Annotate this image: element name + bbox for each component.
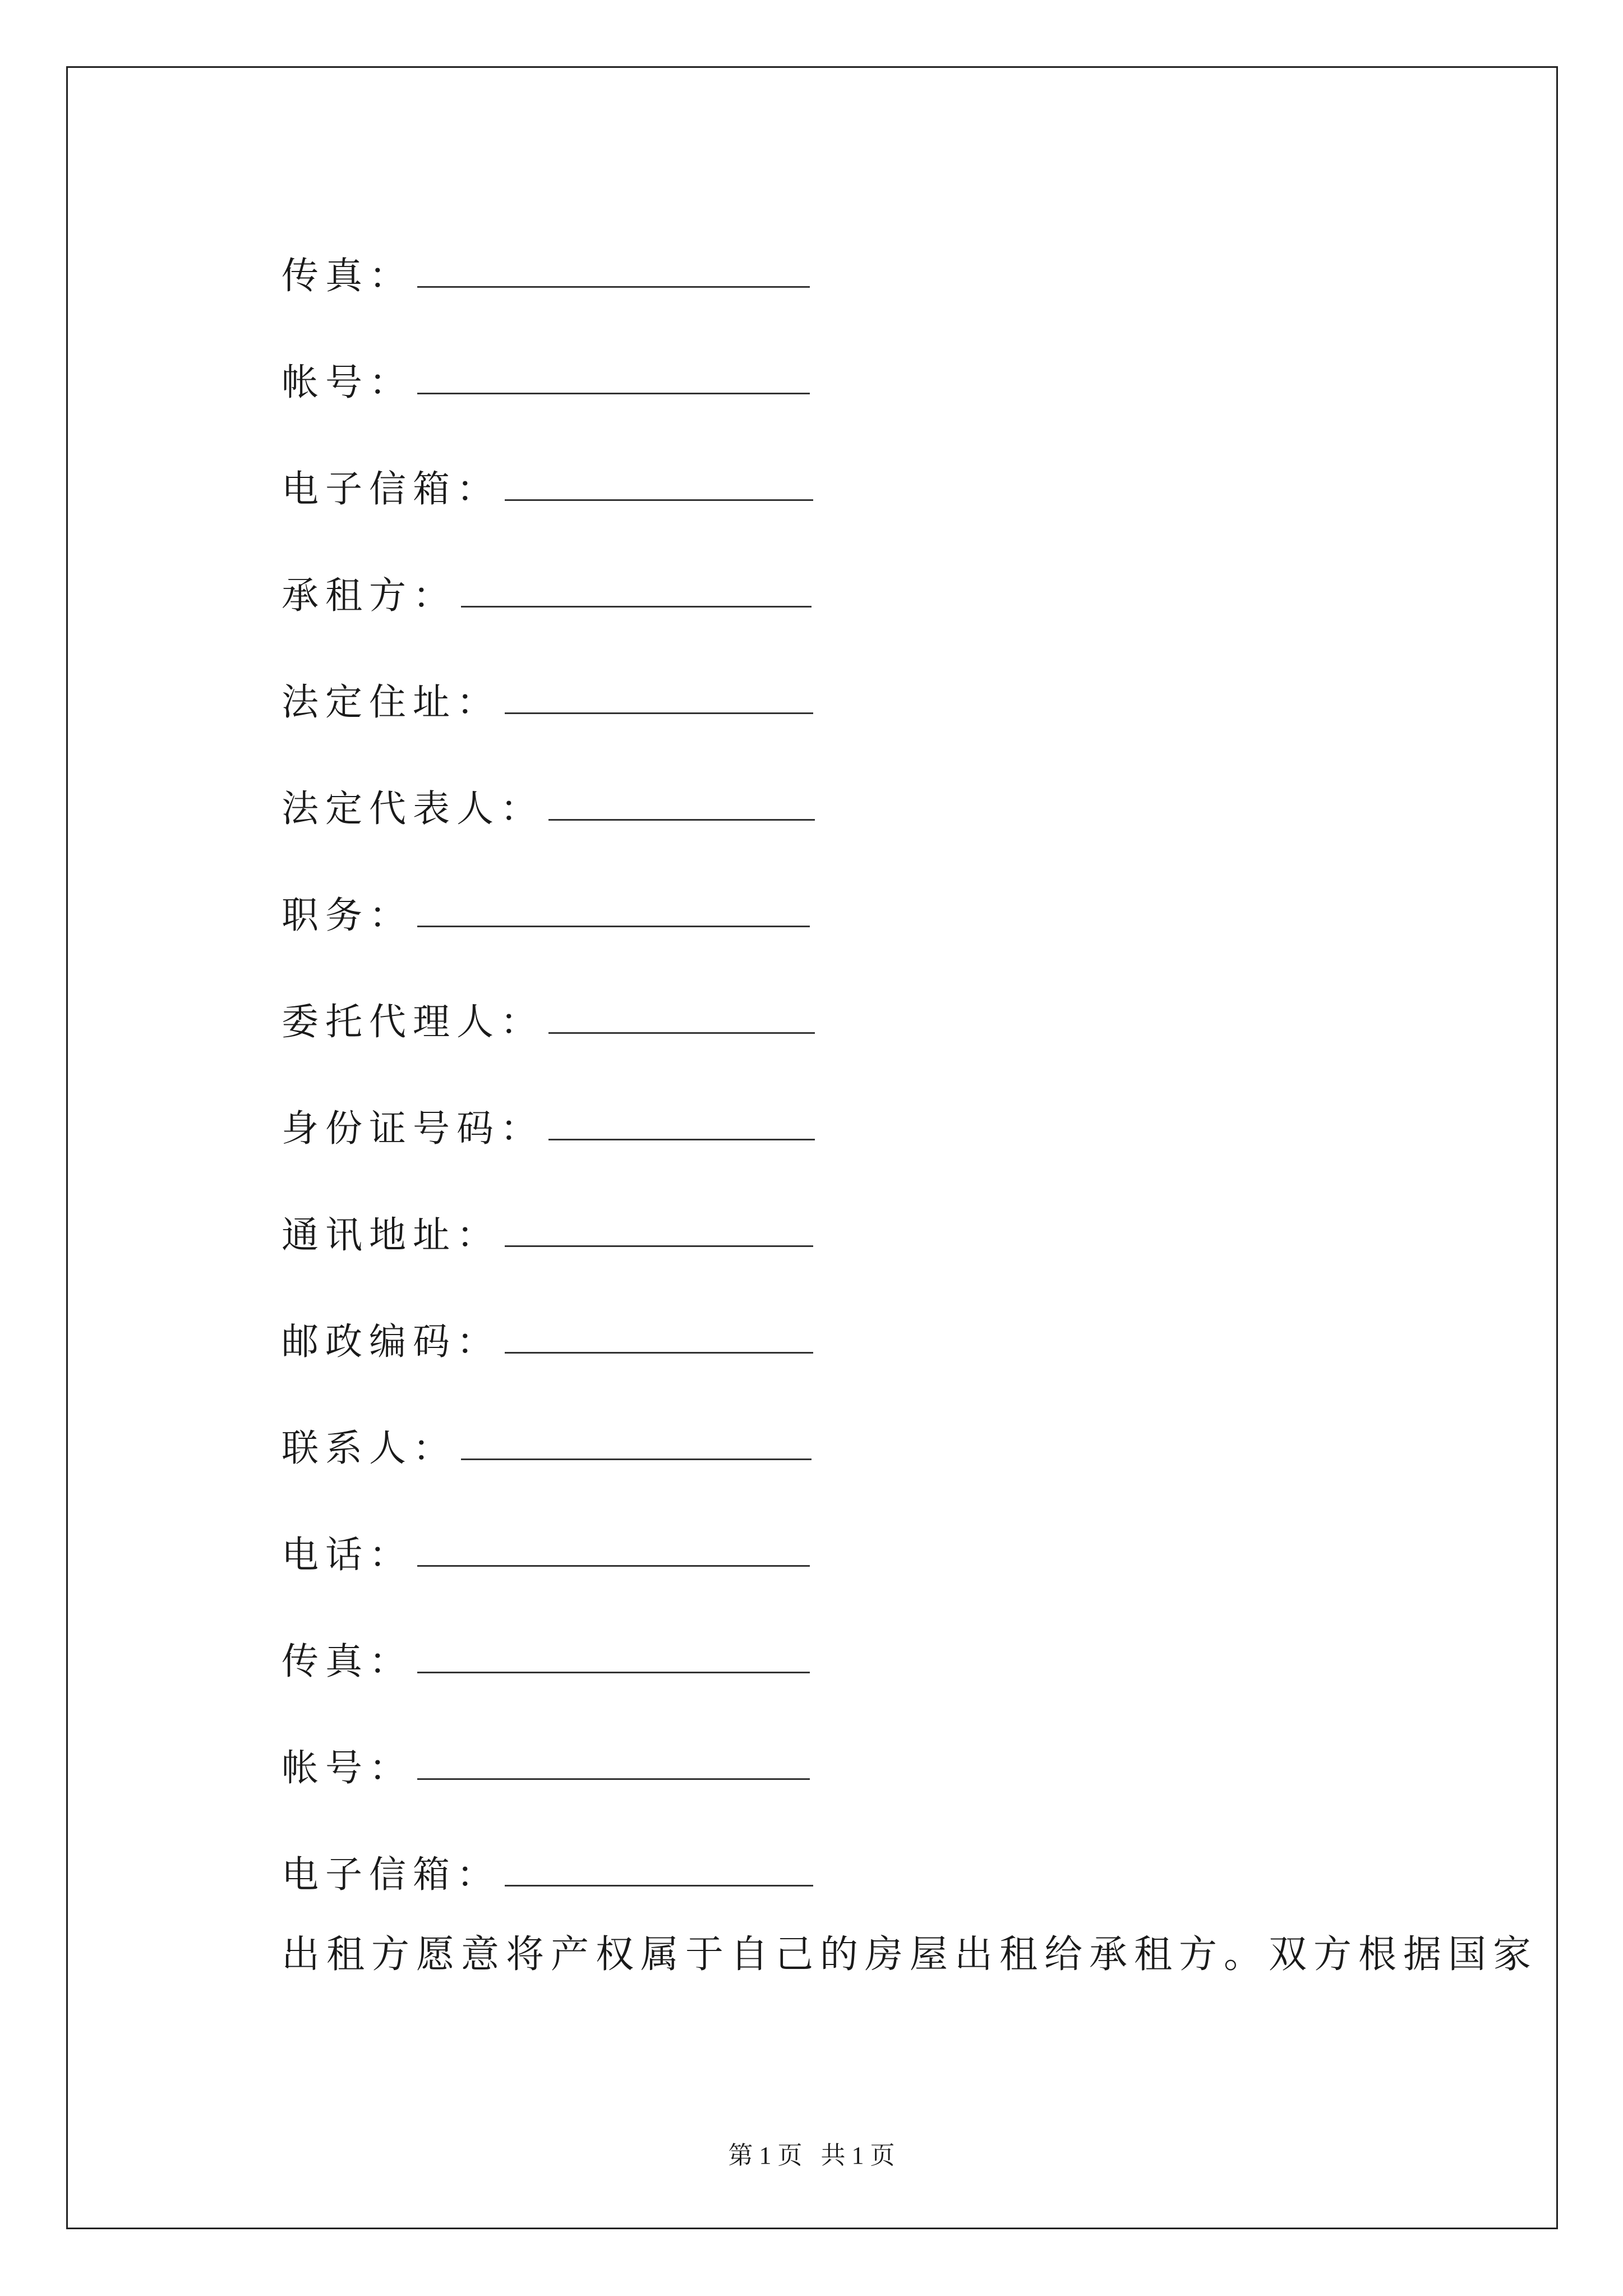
page-total: 共 1 页: [820, 2142, 895, 2169]
field-label: 身份证号码：: [282, 1106, 544, 1150]
fill-in-blank[interactable]: [461, 606, 811, 608]
body-paragraph: 出租方愿意将产权属于自己的房屋出租给承租方。双方根据国家: [282, 1932, 1538, 1977]
field-legal-address: [282, 645, 1459, 752]
field-label: 法定代表人：: [282, 786, 544, 830]
fill-in-blank[interactable]: [505, 1885, 813, 1887]
page-number: 第 1 页: [728, 2142, 803, 2169]
field-label: 帐号：: [282, 360, 413, 404]
fill-in-blank[interactable]: [417, 393, 810, 394]
field-fax-2: [282, 1604, 1459, 1711]
fill-in-blank[interactable]: [505, 712, 813, 714]
field-label: 通讯地址：: [282, 1213, 500, 1257]
field-label: 委托代理人：: [282, 1000, 544, 1043]
field-label: 电话：: [282, 1533, 413, 1576]
form-fields: [282, 219, 1459, 1924]
field-email-2: [282, 1818, 1459, 1924]
field-label: 电子信箱：: [282, 467, 500, 510]
field-postal-code: [282, 1285, 1459, 1391]
fill-in-blank[interactable]: [505, 499, 813, 501]
fill-in-blank[interactable]: [505, 1352, 813, 1354]
fill-in-blank[interactable]: [417, 926, 810, 927]
fill-in-blank[interactable]: [417, 1565, 810, 1567]
fill-in-blank[interactable]: [417, 1778, 810, 1780]
fill-in-blank[interactable]: [548, 1032, 815, 1034]
field-id-number: [282, 1071, 1459, 1178]
fill-in-blank[interactable]: [548, 1139, 815, 1140]
field-label: 传真：: [282, 1639, 413, 1683]
field-mailing-address: [282, 1178, 1459, 1285]
field-label: 帐号：: [282, 1746, 413, 1789]
field-label: 法定住址：: [282, 680, 500, 724]
fill-in-blank[interactable]: [461, 1458, 811, 1460]
field-phone: [282, 1498, 1459, 1604]
fill-in-blank[interactable]: [417, 1672, 810, 1673]
field-email: [282, 432, 1459, 539]
field-label: 联系人：: [282, 1426, 457, 1470]
field-agent: [282, 965, 1459, 1071]
field-label: 传真：: [282, 254, 413, 297]
field-position: [282, 858, 1459, 965]
field-label: 邮政编码：: [282, 1319, 500, 1363]
field-fax: [282, 219, 1459, 325]
page-footer: [0, 2135, 1623, 2171]
fill-in-blank[interactable]: [548, 819, 815, 821]
fill-in-blank[interactable]: [417, 286, 810, 288]
field-lessee: [282, 539, 1459, 645]
field-account: [282, 325, 1459, 432]
field-account-2: [282, 1711, 1459, 1818]
field-contact-person: [282, 1391, 1459, 1498]
fill-in-blank[interactable]: [505, 1245, 813, 1247]
field-label: 电子信箱：: [282, 1852, 500, 1896]
field-label: 承租方：: [282, 573, 457, 617]
field-label: 职务：: [282, 893, 413, 937]
field-legal-representative: [282, 752, 1459, 858]
